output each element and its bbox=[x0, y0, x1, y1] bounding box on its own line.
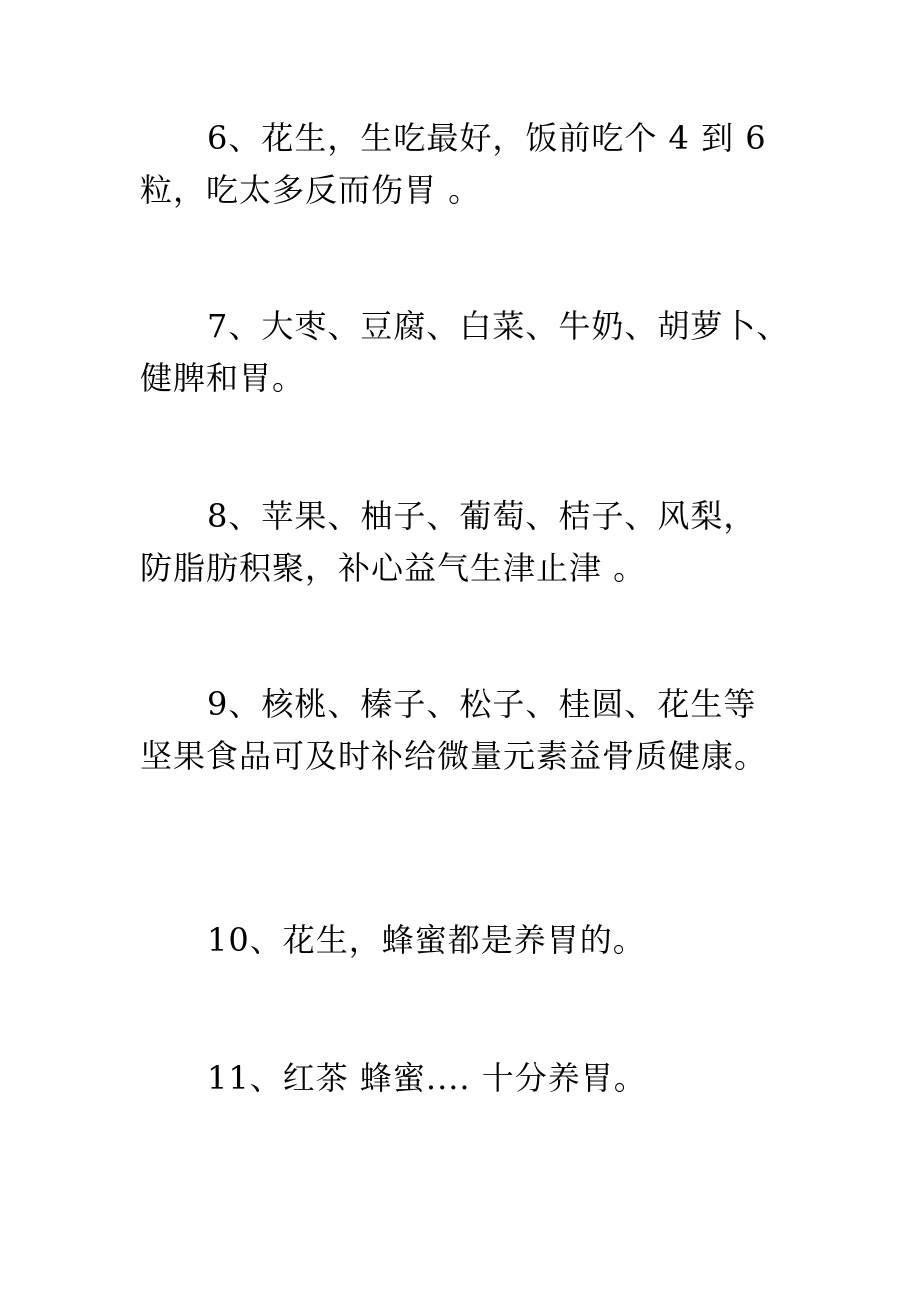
paragraph-7 bbox=[140, 300, 820, 404]
paragraph-line: 9、核桃、榛子、松子、桂圆、花生等 bbox=[207, 685, 757, 723]
paragraph-8 bbox=[140, 490, 820, 594]
paragraph-line: 10、花生，蜂蜜都是养胃的。 bbox=[207, 921, 646, 959]
paragraph-line: 坚果食品可及时补给微量元素益骨质健康。 bbox=[140, 737, 768, 775]
paragraph-line: 7、大枣、豆腐、白菜、牛奶、胡萝卜、 bbox=[207, 307, 790, 345]
paragraph-11 bbox=[140, 1052, 820, 1104]
paragraph-line: 8、苹果、柚子、葡萄、桔子、风梨， bbox=[207, 497, 757, 535]
paragraph-line: 粒，吃太多反而伤胃 。 bbox=[140, 171, 482, 209]
paragraph-6 bbox=[140, 112, 820, 216]
paragraph-9 bbox=[140, 678, 820, 782]
paragraph-10 bbox=[140, 914, 820, 966]
paragraph-line: 11、红茶 蜂蜜.... 十分养胃。 bbox=[207, 1059, 647, 1097]
paragraph-line: 健脾和胃。 bbox=[140, 359, 306, 397]
paragraph-line: 防脂肪积聚，补心益气生津止津 。 bbox=[140, 549, 647, 587]
paragraph-line: 6、花生，生吃最好，饭前吃个 4 到 6 bbox=[207, 119, 767, 157]
